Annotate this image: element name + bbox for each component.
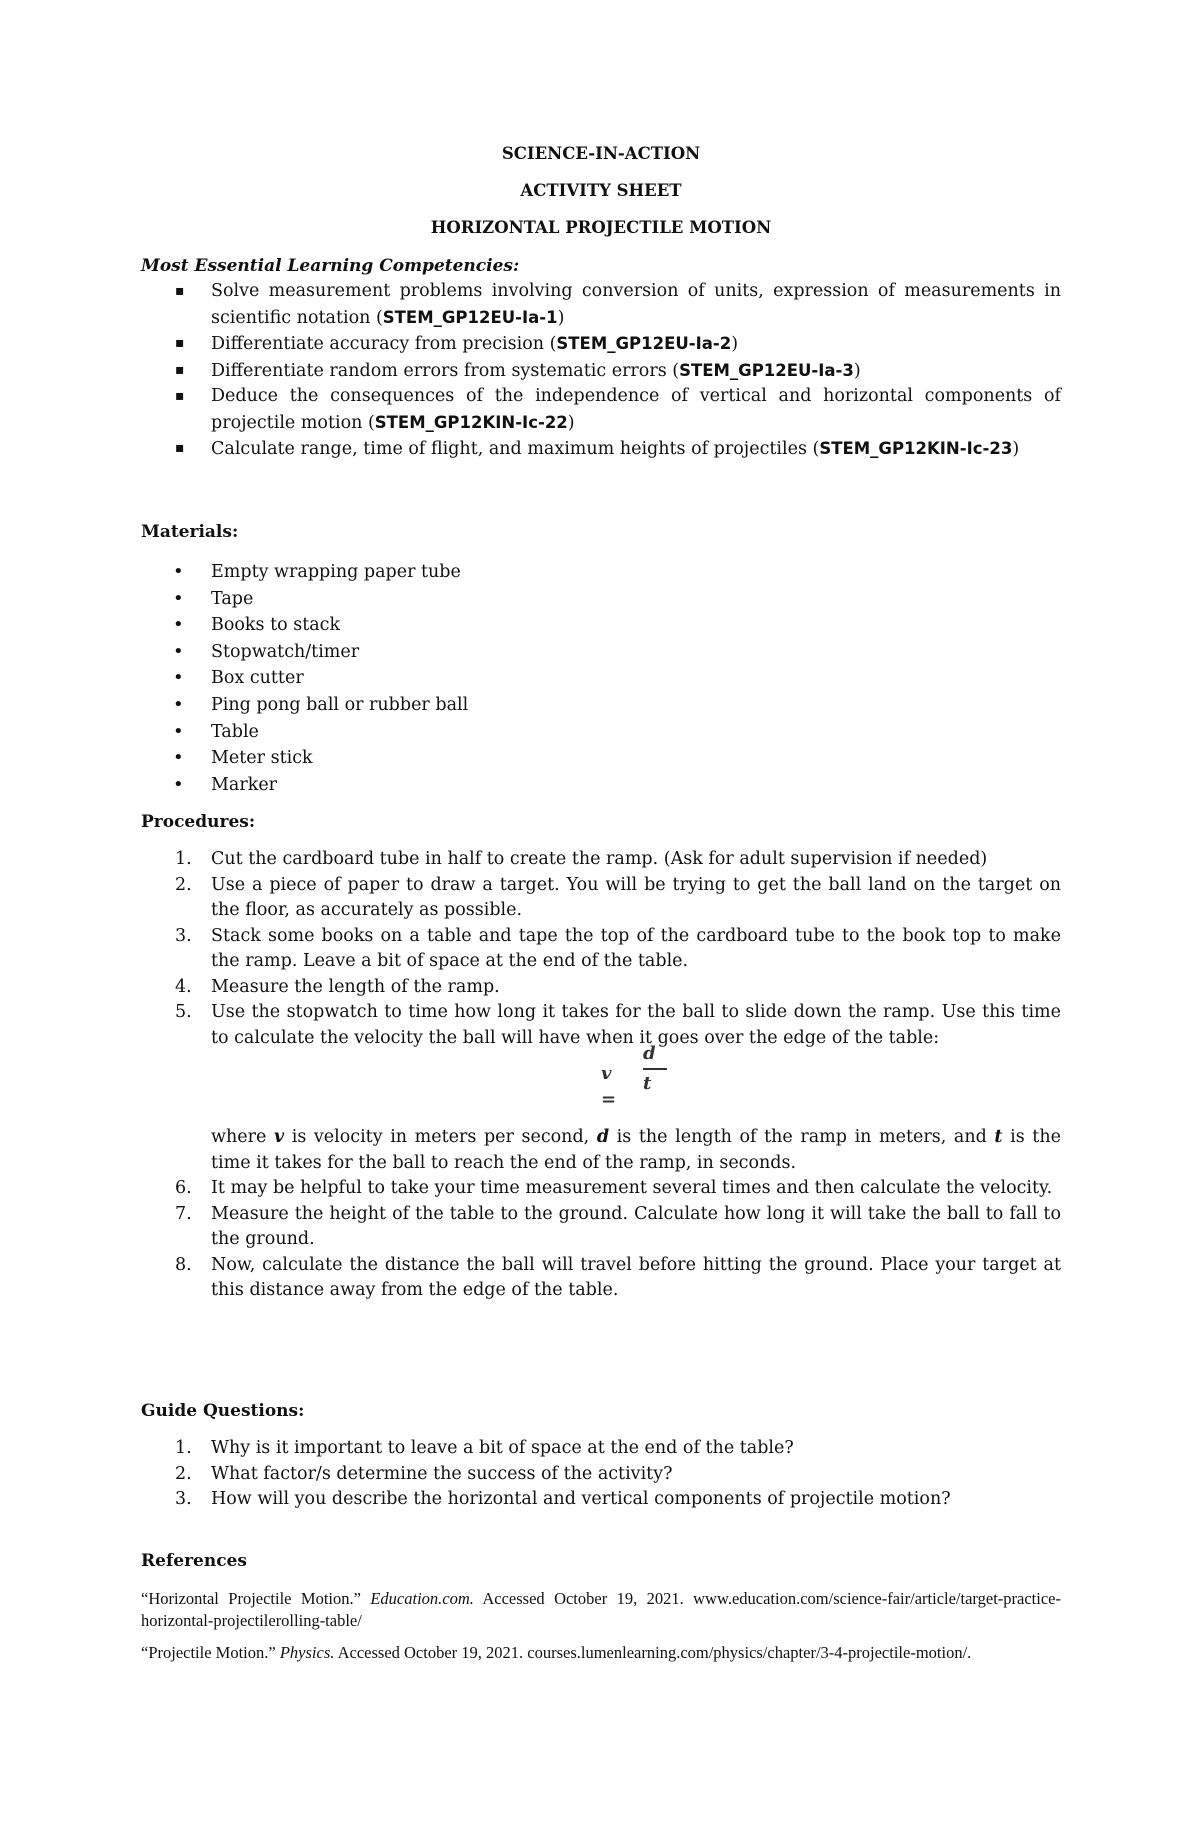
list-item: 7. Measure the height of the table to the ground. Calculate how long it will take the ball to fall to the ground.	[175, 1203, 1061, 1249]
formula-lhs: v =	[601, 1063, 617, 1110]
formula-denominator: t	[643, 1073, 652, 1094]
list-item: • Tape	[141, 586, 1061, 613]
materials-section	[141, 521, 1061, 798]
title-science-in-action: SCIENCE-IN-ACTION	[501, 144, 701, 163]
guide-questions-list	[141, 1436, 1061, 1513]
list-item: 2. What factor/s determine the success of the activity?	[175, 1463, 673, 1484]
formula-explanation: where v is velocity in meters per second, d is the length of the ramp in meters, and t is the time it takes for the ball to reach the end of the ramp, in seconds.	[211, 1127, 1061, 1173]
formula-numerator: d	[643, 1043, 656, 1064]
title-block	[141, 143, 1061, 254]
competencies-section	[141, 255, 1061, 463]
list-item: 3. Stack some books on a table and tape the top of the cardboard tube to the book top to make the ramp. Leave a bit of space at the end of the table.	[175, 925, 1061, 971]
list-item: • Meter stick	[141, 745, 1061, 772]
guide-questions-heading: Guide Questions:	[141, 1401, 305, 1421]
references-heading: References	[141, 1551, 247, 1571]
title-horizontal-projectile-motion: HORIZONTAL PROJECTILE MOTION	[430, 218, 772, 237]
list-item: 2. Use a piece of paper to draw a target. You will be trying to get the ball land on the target on the floor, as accurately as possible.	[175, 874, 1061, 920]
competencies-heading: Most Essential Learning Competencies:	[141, 256, 520, 276]
list-item: 8. Now, calculate the distance the ball will travel before hitting the ground. Place your target at this distance away from the edge of the table.	[175, 1254, 1061, 1300]
list-item: 6. It may be helpful to take your time measurement several times and then calculate the velocity.	[175, 1178, 1053, 1198]
list-item: 4. Measure the length of the ramp.	[175, 976, 500, 997]
list-item: • Stopwatch/timer	[141, 639, 1061, 666]
reference-item: “Horizontal Projectile Motion.” Education.com. Accessed October 19, 2021. www.education.com/science-fair/article/target-practice-horizontal-projectilerolling-table/	[141, 1589, 1061, 1630]
list-item: • Table	[141, 719, 1061, 746]
list-item: • Ping pong ball or rubber ball	[141, 692, 1061, 719]
materials-list	[141, 559, 1061, 798]
materials-heading: Materials:	[141, 522, 239, 542]
list-item: ▪ Deduce the consequences of the independence of vertical and horizontal components of projectile motion (STEM_GP12KIN-Ic-22)	[141, 384, 1061, 436]
procedures-section	[141, 811, 1061, 1304]
competencies-list	[141, 279, 1061, 463]
list-item: • Marker	[141, 772, 1061, 799]
list-item: 5. Use the stopwatch to time how long it takes for the ball to slide down the ramp. Use this time to calculate the velocity the ball will have when it goes over the edge of the table: v = d t where v is velocity in meters per second, d is the length of the ramp in meters, and t is the time it takes for the ball to reach the end of the ramp, in seconds.	[141, 1000, 1061, 1176]
list-item: 1. Why is it important to leave a bit of space at the end of the table?	[175, 1438, 794, 1458]
guide-questions-section	[141, 1400, 1061, 1513]
procedures-list	[141, 847, 1061, 1304]
fraction-bar	[643, 1068, 667, 1070]
list-item: 3. How will you describe the horizontal and vertical components of projectile motion?	[175, 1489, 951, 1509]
list-item: 1. Cut the cardboard tube in half to create the ramp. (Ask for adult supervision if needed)	[175, 849, 988, 869]
list-item: • Box cutter	[141, 665, 1061, 692]
velocity-formula	[211, 1043, 1061, 1113]
list-item: ▪ Differentiate accuracy from precision (STEM_GP12EU-Ia-2)	[141, 331, 1061, 358]
references-section	[141, 1550, 1061, 1664]
list-item: • Books to stack	[141, 612, 1061, 639]
title-activity-sheet: ACTIVITY SHEET	[520, 181, 682, 200]
list-item: ▪ Calculate range, time of flight, and maximum heights of projectiles (STEM_GP12KIN-Ic-23)	[141, 436, 1061, 463]
procedures-heading: Procedures:	[141, 812, 256, 832]
reference-item: “Projectile Motion.” Physics. Accessed October 19, 2021. courses.lumenlearning.com/physics/chapter/3-4-projectile-motion/.	[141, 1643, 972, 1662]
list-item: ▪ Differentiate random errors from systematic errors (STEM_GP12EU-Ia-3)	[141, 358, 1061, 385]
list-item: • Empty wrapping paper tube	[141, 559, 1061, 586]
list-item: ▪ Solve measurement problems involving conversion of units, expression of measurements in scientific notation (STEM_GP12EU-Ia-1)	[141, 279, 1061, 331]
